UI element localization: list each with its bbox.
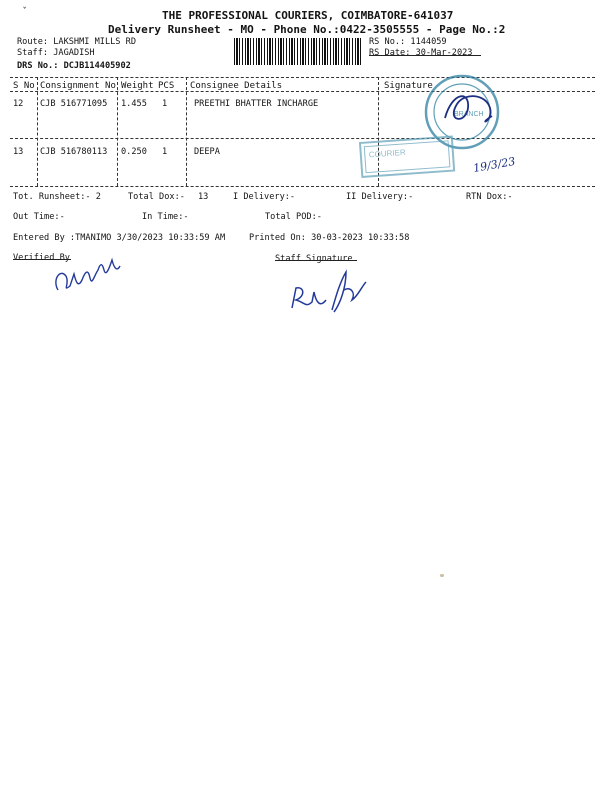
- corner-mark: ˇ: [22, 7, 28, 17]
- i-delivery-label: I Delivery:-: [233, 192, 296, 202]
- stamp-text-branch: BRANCH: [454, 111, 484, 118]
- stamp-text-courier: COURIER: [368, 147, 406, 160]
- col-header-weight: Weight: [121, 81, 154, 91]
- tot-runsheet: Tot. Runsheet:- 2: [13, 192, 101, 202]
- company-title: THE PROFESSIONAL COURIERS, COIMBATORE-641037: [162, 9, 454, 22]
- rtn-dox-label: RTN Dox:-: [466, 192, 513, 202]
- row-pcs: 1: [162, 147, 168, 157]
- handwritten-date: 19/3/23: [472, 154, 517, 175]
- drs-number: DRS No.: DCJB114405902: [17, 61, 131, 71]
- total-pod-label: Total POD:-: [265, 212, 322, 222]
- row-weight: 0.250: [121, 147, 147, 157]
- printed-on: Printed On: 30-03-2023 10:33:58: [249, 233, 410, 243]
- runsheet-title: Delivery Runsheet - MO - Phone No.:0422-3505555 - Page No.:2: [108, 23, 506, 36]
- col-header-sno: S No: [13, 81, 35, 91]
- verified-by-signature: [56, 260, 120, 290]
- row-weight: 1.455: [121, 99, 147, 109]
- row-sno: 12: [13, 99, 24, 109]
- col-header-consignee: Consignee Details: [190, 81, 283, 91]
- rs-number: RS No.: 1144059: [369, 37, 447, 47]
- col-header-consignment: Consignment No: [40, 81, 116, 91]
- total-dox-value: 13: [198, 192, 209, 202]
- staff-signature: [292, 272, 366, 312]
- out-time-label: Out Time:-: [13, 212, 65, 222]
- total-dox-label: Total Dox:-: [128, 192, 185, 202]
- row-consignment: CJB 516771095: [40, 99, 108, 109]
- row-consignee: PREETHI BHATTER INCHARGE: [194, 99, 319, 109]
- col-header-signature: Signature: [384, 81, 433, 91]
- row-consignment: CJB 516780113: [40, 147, 108, 157]
- route-label: Route: LAKSHMI MILLS RD: [17, 37, 136, 47]
- scan-speck: [440, 574, 444, 577]
- in-time-label: In Time:-: [142, 212, 189, 222]
- verified-by-label: Verified By: [13, 253, 70, 263]
- row-sno: 13: [13, 147, 24, 157]
- ii-delivery-label: II Delivery:-: [346, 192, 414, 202]
- entered-by: Entered By :TMANIMO 3/30/2023 10:33:59 AM: [13, 233, 226, 243]
- staff-label: Staff: JAGADISH: [17, 48, 95, 58]
- staff-signature-label: Staff Signature: [275, 254, 353, 264]
- col-header-pcs: PCS: [158, 81, 175, 91]
- rs-date: RS Date: 30-Mar-2023: [369, 48, 473, 58]
- row-pcs: 1: [162, 99, 168, 109]
- row-consignee: DEEPA: [194, 147, 220, 157]
